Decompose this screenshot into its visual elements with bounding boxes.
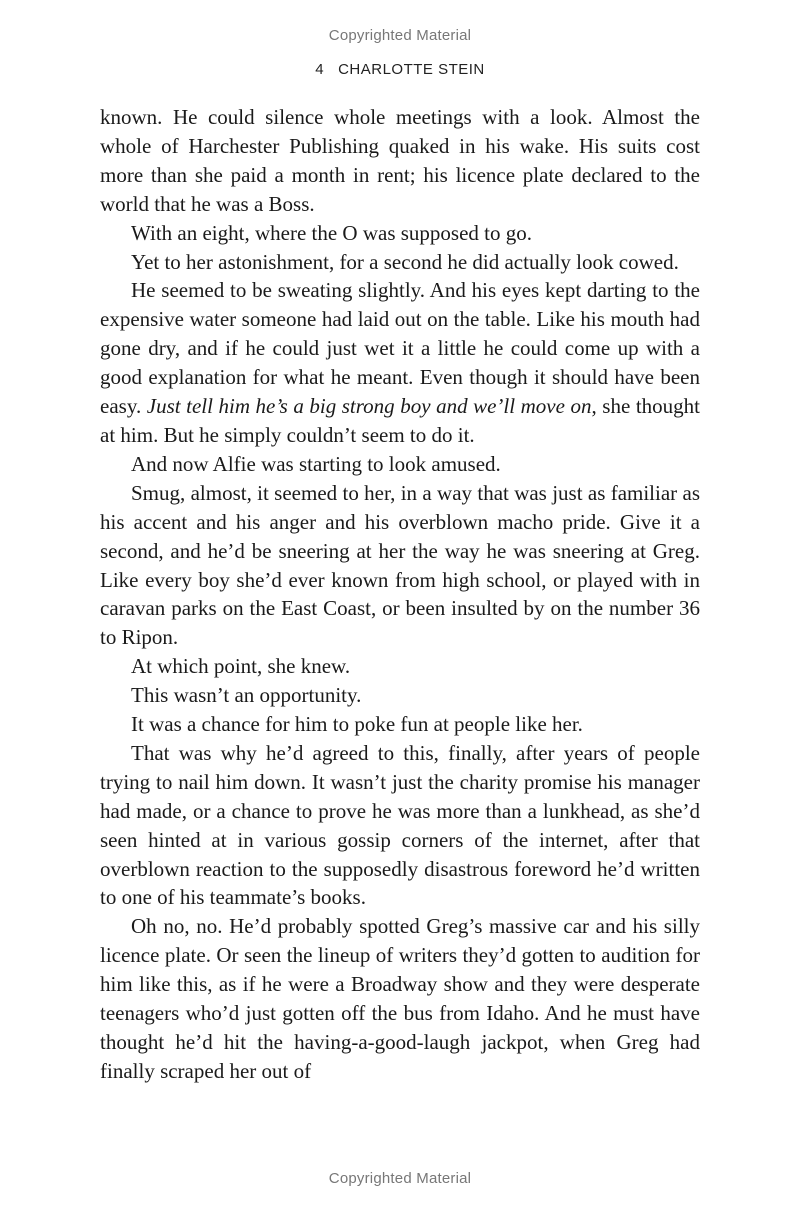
paragraph-4-tail: , she thought at him. But he simply couldn’t seem to do it. [100, 394, 700, 447]
paragraph-4-italic-thought: Just tell him he’s a big strong boy and we’ll move on [146, 394, 592, 419]
page-number: 4 [315, 61, 325, 78]
body-text [100, 103, 700, 1086]
paragraph-10: That was why he’d agreed to this, finally, after years of people trying to nail him down. It wasn’t just the charity promise his manager had made, or a chance to prove he was more than a lunkhead, as she’d seen hinted at in various gossip corners of the internet, after that overblown reaction to the supposedly disastrous foreword he’d written to one of his teammate’s books. [100, 740, 700, 910]
paragraph-7: At which point, she knew. [131, 654, 351, 679]
copyright-watermark-top: Copyrighted Material [328, 27, 472, 44]
running-head-author: CHARLOTTE STEIN [338, 61, 485, 78]
paragraph-8: This wasn’t an opportunity. [131, 683, 362, 708]
paragraph-11: Oh no, no. He’d probably spotted Greg’s massive car and his silly licence plate. Or seen the lineup of writers they’d gotten to audition for him like this, as if he were a Broadway show and they were desperate teenagers who’d just gotten off the bus from Idaho. And he must have thought he’d hit the having-a-good-laugh jackpot, when Greg had finally scraped her out of [100, 914, 700, 1083]
paragraph-3: Yet to her astonishment, for a second he did actually look cowed. [131, 249, 679, 274]
copyright-watermark-bottom: Copyrighted Material [328, 1170, 472, 1187]
paragraph-9: It was a chance for him to poke fun at people like her. [131, 712, 583, 737]
paragraph-2: With an eight, where the O was supposed to go. [131, 220, 532, 245]
running-head [0, 61, 800, 78]
paragraph-5: And now Alfie was starting to look amused. [131, 451, 501, 476]
paragraph-6: Smug, almost, it seemed to her, in a way that was just as familiar as his accent and his anger and his overblown macho pride. Give it a second, and he’d be sneering at her the way he was sneering at Greg. Like every boy she’d ever known from high school, or played with in caravan parks on the East Coast, or been insulted by on the number 36 to Ripon. [100, 480, 700, 650]
paragraph-1: known. He could silence whole meetings with a look. Almost the whole of Harchester Publishing quaked in his wake. His suits cost more than she paid a month in rent; his licence plate declared to the world that he was a Boss. [100, 105, 700, 216]
paragraph-4 [100, 276, 700, 449]
paragraph-4-lead: He seemed to be sweating slightly. And his eyes kept darting to the expensive water someone had laid out on the table. Like his mouth had gone dry, and if he could just wet it a little he could come up with a good explanation for what he meant. Even though it should have been easy. [100, 278, 700, 419]
